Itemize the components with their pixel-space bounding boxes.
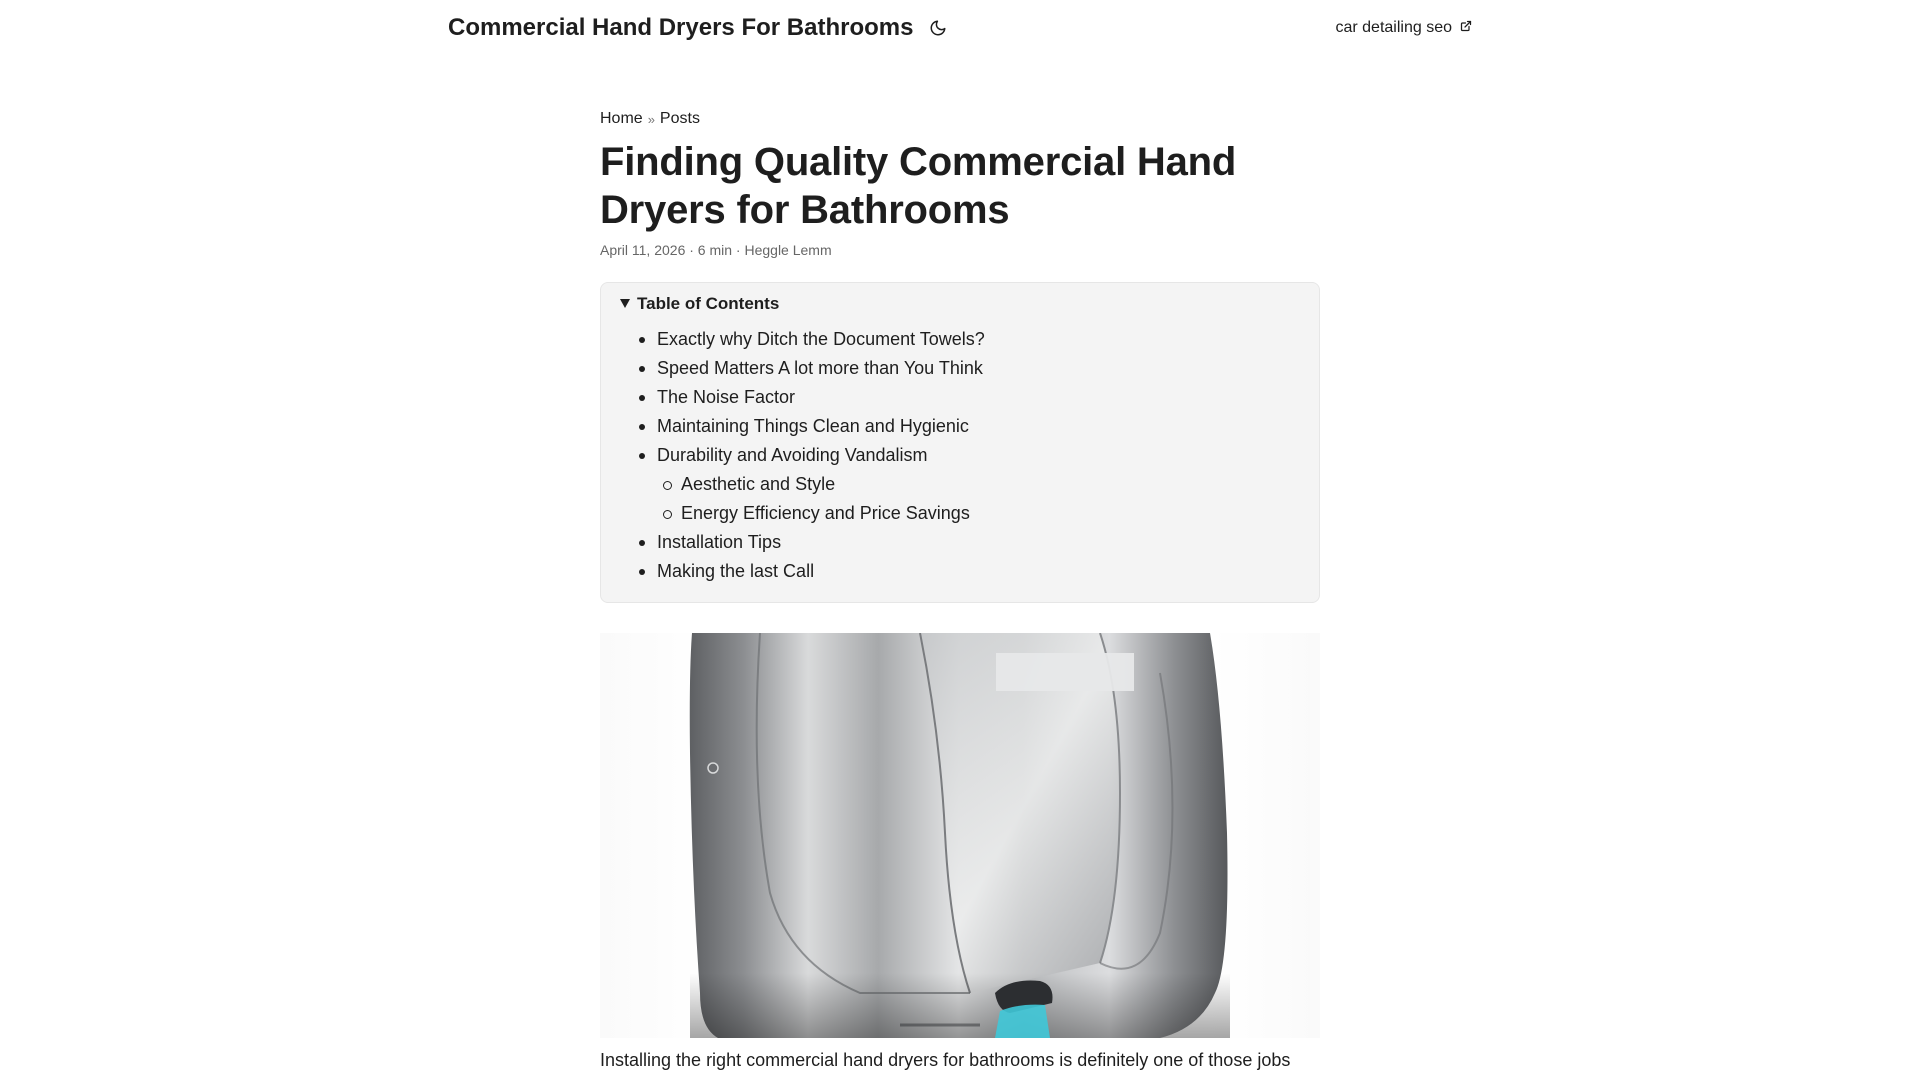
menu-link-car-detailing-seo[interactable]: car detailing seo (1335, 19, 1452, 36)
post-intro-paragraph: Installing the right commercial hand dryers for bathrooms is definitely one of those jobs (600, 1050, 1291, 1070)
toc-item (639, 557, 1301, 586)
moon-icon[interactable] (927, 17, 949, 39)
toc-link[interactable]: The Noise Factor (657, 387, 796, 407)
toc-subitem (663, 470, 1301, 499)
post-meta: April 11, 2026 · 6 min · Heggle Lemm (600, 242, 832, 258)
page-title: Finding Quality Commercial Hand Dryers for Bathrooms (600, 140, 1237, 232)
toc-link[interactable]: Aesthetic and Style (681, 474, 836, 494)
toc-link[interactable]: Maintaining Things Clean and Hygienic (657, 416, 969, 436)
toc-item (639, 528, 1301, 557)
breadcrumb-home[interactable]: Home (600, 110, 643, 127)
toc-item (639, 354, 1301, 383)
toc-item (639, 441, 1301, 470)
toc-link[interactable]: Exactly why Ditch the Document Towels? (657, 329, 985, 349)
site-logo (448, 14, 949, 42)
toc-link[interactable]: Energy Efficiency and Price Savings (681, 503, 970, 523)
breadcrumb (600, 110, 1320, 128)
toc-item (639, 412, 1301, 441)
toc-item (639, 325, 1301, 354)
toc-link[interactable]: Installation Tips (657, 532, 782, 552)
toc-summary-label: Table of Contents (637, 294, 780, 313)
toc-link[interactable]: Durability and Avoiding Vandalism (657, 445, 928, 465)
post-main (600, 110, 1320, 1038)
breadcrumb-separator: » (647, 111, 655, 127)
toc-link[interactable]: Making the last Call (657, 561, 815, 581)
hero-image (600, 633, 1320, 1038)
toc-item (639, 383, 1301, 412)
toc-link[interactable]: Speed Matters A lot more than You Think (657, 358, 983, 378)
site-header (0, 0, 1920, 60)
table-of-contents (600, 282, 1320, 603)
header-menu (1335, 19, 1472, 37)
toc-summary-toggle[interactable] (619, 293, 1301, 315)
hand-dryer-illustration (600, 633, 1320, 1038)
toc-list (619, 325, 1301, 586)
external-link-icon (1460, 19, 1472, 37)
triangle-down-icon (619, 294, 631, 314)
site-title-link[interactable]: Commercial Hand Dryers For Bathrooms (448, 14, 914, 41)
breadcrumb-posts[interactable]: Posts (659, 110, 700, 127)
toc-subitem (663, 499, 1301, 528)
